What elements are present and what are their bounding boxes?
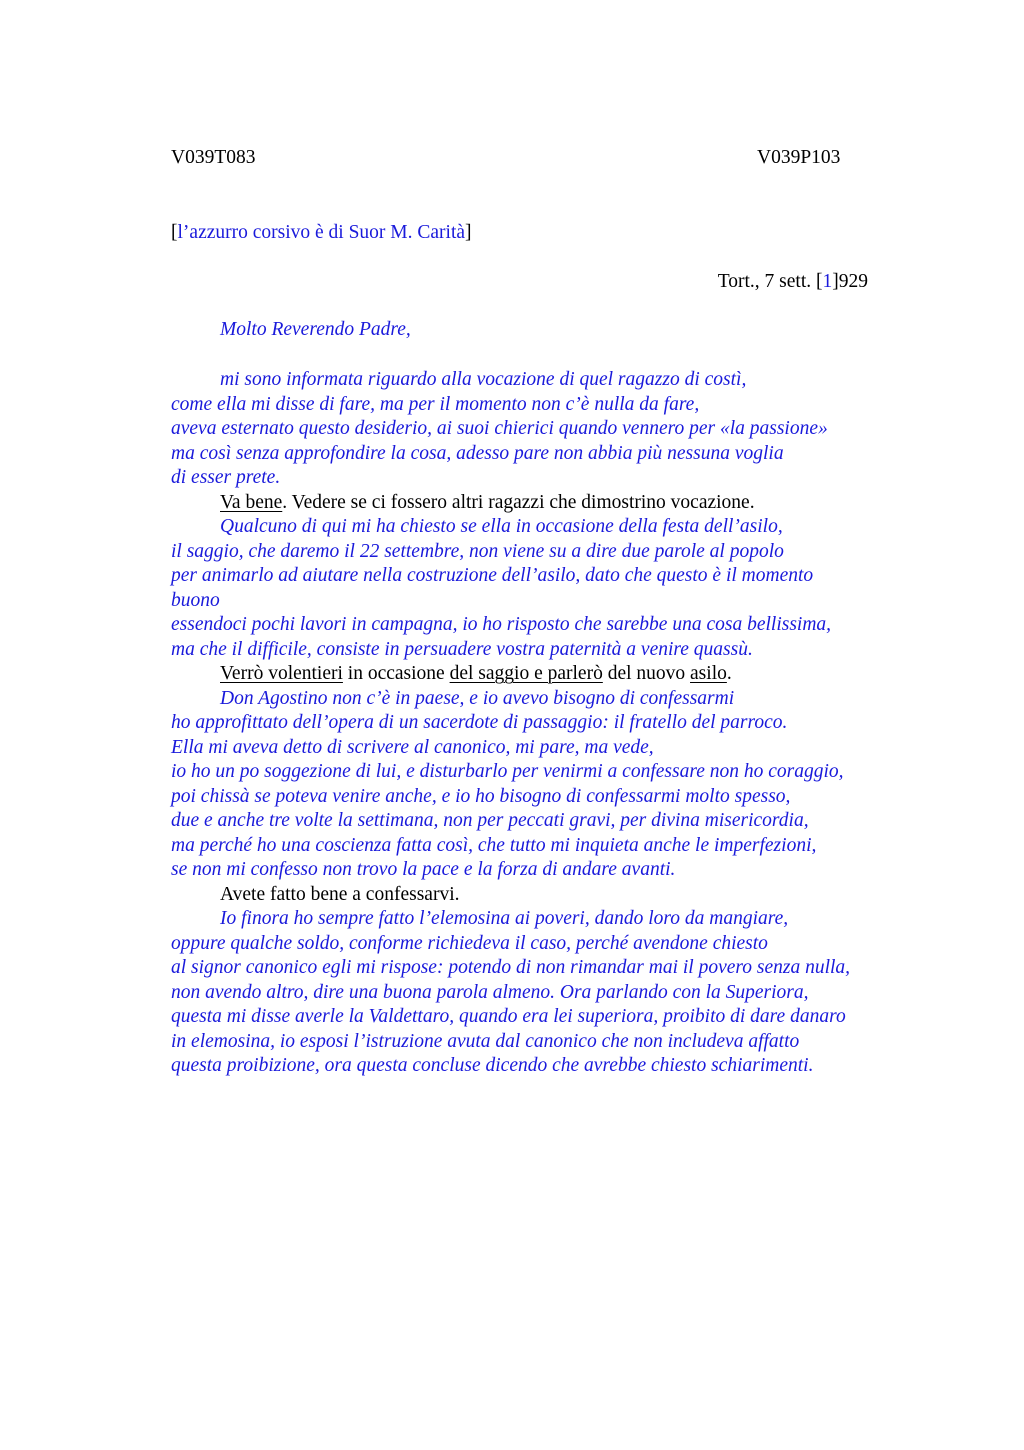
document-code-left: V039T083 xyxy=(171,147,256,168)
letter-line: Io finora ho sempre fatto l’elemosina ai poveri, dando loro da mangiare, xyxy=(220,908,789,929)
letter-line: Qualcuno di qui mi ha chiesto se ella in occasione della festa dell’asilo, xyxy=(220,516,783,537)
note-close-bracket: ] xyxy=(465,222,472,243)
letter-line: per animarlo ad aiutare nella costruzione dell’asilo, dato che questo è il momento xyxy=(171,565,814,586)
letter-line: due e anche tre volte la settimana, non per peccati gravi, per divina misericordia, xyxy=(171,810,809,831)
letter-line: ma che il difficile, consiste in persuadere vostra paternità a venire quassù. xyxy=(171,638,753,660)
reply-underlined: asilo xyxy=(690,663,727,684)
letter-line: in elemosina, io esposi l’istruzione avuta dal canonico che non includeva affatto xyxy=(171,1030,800,1052)
letter-line: non avendo altro, dire una buona parola almeno. Ora parlando con la Superiora, xyxy=(171,981,809,1003)
dateline-prefix: Tort., 7 sett. [ xyxy=(717,271,823,292)
letter-line: Ella mi aveva detto di scrivere al canonico, mi pare, ma vede, xyxy=(171,736,654,758)
letter-line: io ho un po soggezione di lui, e disturbarlo per venirmi a confessare non ho coraggio, xyxy=(171,761,844,782)
letter-line: questa proibizione, ora questa concluse dicendo che avrebbe chiesto schiarimenti. xyxy=(171,1055,814,1076)
editorial-note xyxy=(171,222,472,244)
dateline-inserted-digit: 1 xyxy=(822,271,833,292)
document-code-right: V039P103 xyxy=(757,147,841,168)
reply-text: del nuovo xyxy=(602,663,691,684)
note-open-bracket: [ xyxy=(171,222,178,243)
letter-line: se non mi confesso non trovo la pace e la forza di andare avanti. xyxy=(171,859,676,880)
letter-line: ho approfittato dell’opera di un sacerdote di passaggio: il fratello del parroco. xyxy=(171,712,788,733)
letter-line: buono xyxy=(171,589,220,611)
letter-line: essendoci pochi lavori in campagna, io ho risposto che sarebbe una cosa bellissima, xyxy=(171,614,832,635)
salutation: Molto Reverendo Padre, xyxy=(220,319,411,340)
reply-text: in occasione xyxy=(342,663,450,684)
letter-line: mi sono informata riguardo alla vocazione di quel ragazzo di costì, xyxy=(220,369,747,390)
reply-underlined: del saggio e parlerò xyxy=(449,663,603,684)
reply-text: . xyxy=(726,663,732,684)
reply-line xyxy=(220,491,755,516)
letter-line: poi chissà se poteva venire anche, e io ho bisogno di confessarmi molto spesso, xyxy=(171,785,791,807)
letter-line: questa mi disse averle la Valdettaro, quando era lei superiora, proibito di dare danaro xyxy=(171,1006,846,1027)
reply-underlined: Verrò volentieri xyxy=(220,663,343,684)
letter-line: ma perché ho una coscienza fatta così, che tutto mi inquieta anche le imperfezioni, xyxy=(171,834,817,856)
note-text: l’azzurro corsivo è di Suor M. Carità xyxy=(177,222,466,243)
reply-line: Avete fatto bene a confessarvi. xyxy=(220,883,460,905)
dateline-suffix: ]929 xyxy=(832,271,868,292)
reply-text: . Vedere se ci fossero altri ragazzi che dimostrino vocazione. xyxy=(282,491,755,513)
reply-underlined: Va bene xyxy=(220,491,283,513)
letter-line: al signor canonico egli mi rispose: potendo di non rimandar mai il povero senza nulla, xyxy=(171,957,851,978)
dateline xyxy=(718,271,868,293)
letter-line: Don Agostino non c’è in paese, e io avevo bisogno di confessarmi xyxy=(220,687,735,709)
letter-line: il saggio, che daremo il 22 settembre, non viene su a dire due parole al popolo xyxy=(171,540,784,562)
letter-line: aveva esternato questo desiderio, ai suoi chierici quando vennero per «la passione» xyxy=(171,418,828,439)
letter-line: oppure qualche soldo, conforme richiedeva il caso, perché avendone chiesto xyxy=(171,932,768,954)
letter-line: come ella mi disse di fare, ma per il momento non c’è nulla da fare, xyxy=(171,393,700,415)
reply-line xyxy=(220,662,732,687)
letter-line: ma così senza approfondire la cosa, adesso pare non abbia più nessuna voglia xyxy=(171,442,784,464)
letter-line: di esser prete. xyxy=(171,467,281,488)
